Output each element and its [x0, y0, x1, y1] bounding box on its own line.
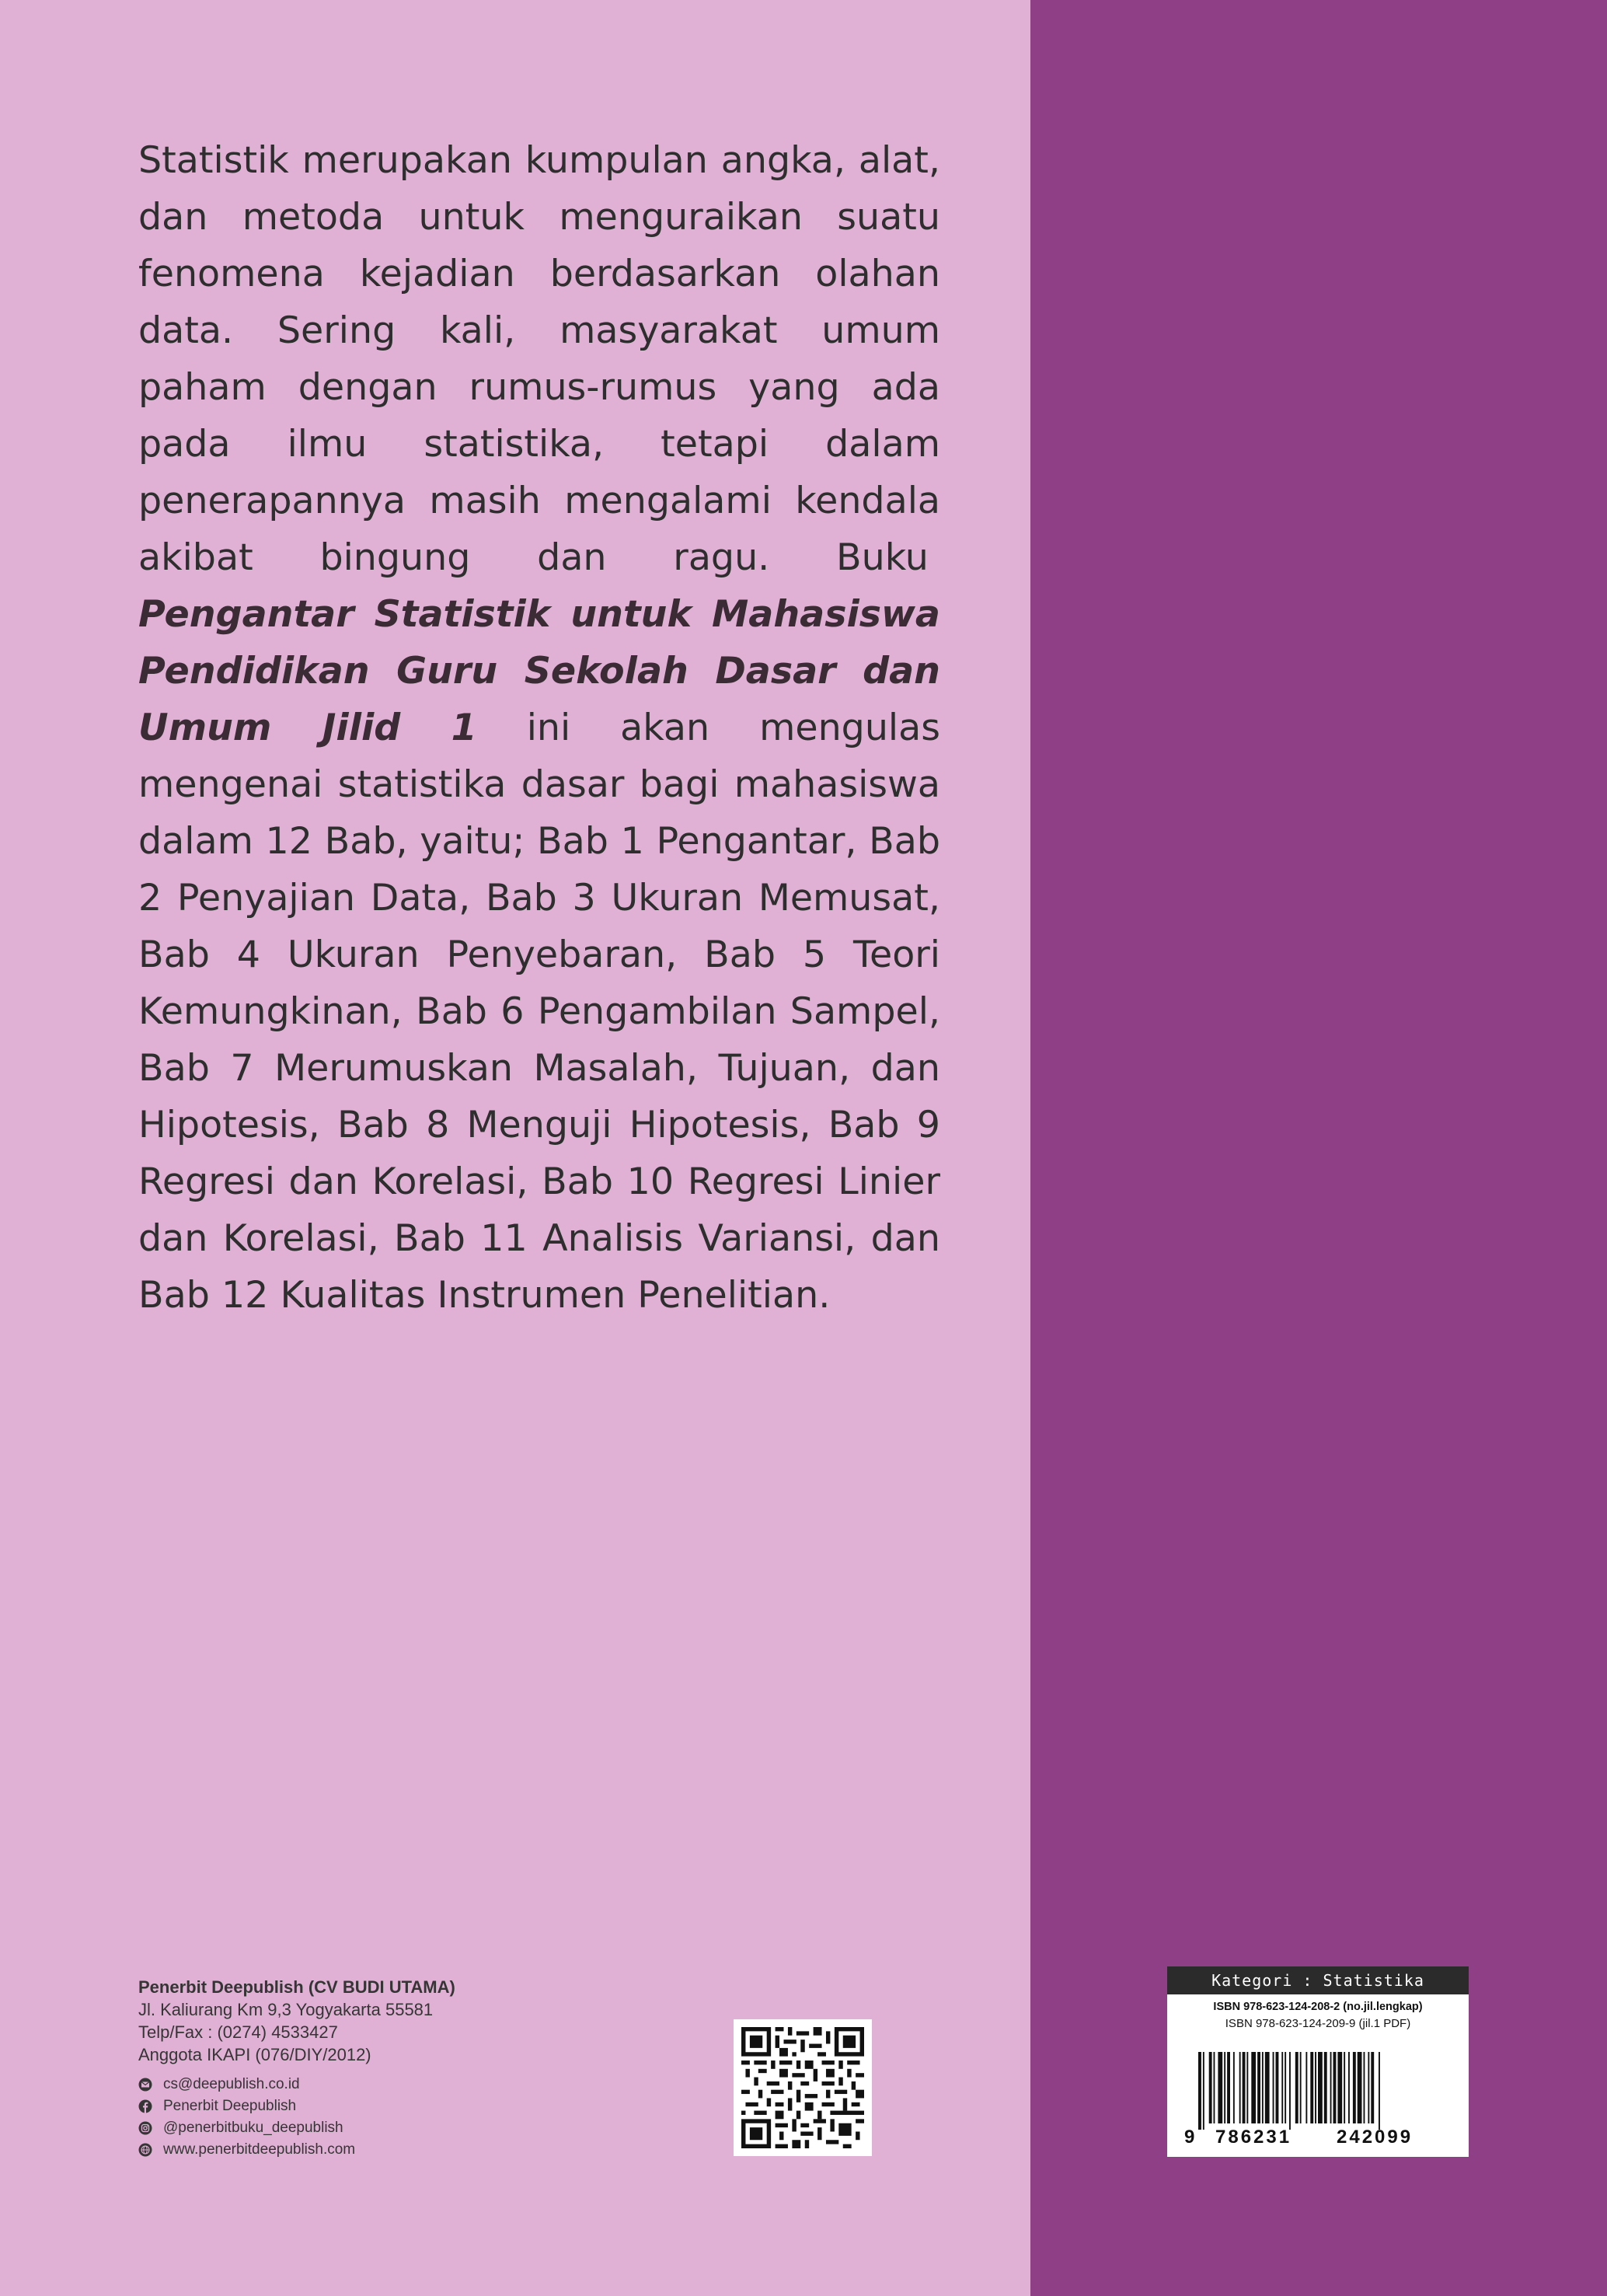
publisher-phone: Telp/Fax : (0274) 4533427 — [138, 2022, 338, 2042]
category-label: Kategori : Statistika — [1167, 1966, 1469, 1994]
barcode-bar — [1214, 2052, 1215, 2123]
barcode-digits-left: 786231 — [1215, 2127, 1292, 2148]
barcode-bar — [1262, 2052, 1264, 2123]
purple-spine-panel — [1030, 0, 1607, 2296]
isbn-barcode-box — [1167, 1966, 1469, 2157]
barcode — [1167, 2052, 1469, 2130]
barcode-digit-first: 9 — [1184, 2127, 1195, 2148]
barcode-bar — [1273, 2052, 1274, 2123]
barcode-bar — [1281, 2052, 1283, 2123]
barcode-bar — [1198, 2052, 1201, 2130]
barcode-bar — [1310, 2052, 1313, 2123]
instagram-icon — [138, 2121, 152, 2135]
barcode-bar — [1218, 2052, 1222, 2123]
barcode-bar — [1379, 2052, 1380, 2130]
barcode-digits-right: 242099 — [1337, 2127, 1414, 2148]
email-icon — [138, 2078, 152, 2092]
barcode-bar — [1305, 2052, 1307, 2123]
globe-icon — [138, 2143, 152, 2157]
barcode-bar — [1251, 2052, 1256, 2123]
contact-website — [138, 2139, 573, 2161]
barcode-bar — [1209, 2052, 1212, 2123]
barcode-bar — [1318, 2052, 1323, 2123]
contact-email — [138, 2074, 573, 2095]
barcode-bar — [1324, 2052, 1327, 2123]
barcode-bar — [1344, 2052, 1345, 2123]
barcode-bar — [1265, 2052, 1270, 2123]
contact-instagram-text: @penerbitbuku_deepublish — [163, 2120, 343, 2136]
barcode-bar — [1300, 2052, 1302, 2123]
barcode-bar — [1348, 2052, 1350, 2123]
facebook-icon — [138, 2099, 152, 2113]
barcode-bar — [1289, 2052, 1291, 2130]
barcode-bar — [1330, 2052, 1332, 2123]
contact-list — [138, 2074, 573, 2161]
barcode-bar — [1358, 2052, 1362, 2123]
barcode-bar — [1295, 2052, 1298, 2123]
blurb-outro: ini akan mengulas mengenai statistika dasar bagi mahasiswa dalam 12 Bab, yaitu; Bab 1 Pengantar, Bab 2 Penyajian Data, Bab 3 Ukuran Memusat, Bab 4 Ukuran Penyebaran, Bab 5 Teori Kemungkinan, Bab 6 Pengambilan Sampel, Bab 7 Merumuskan Masalah, Tujuan, dan Hipotesis, Bab 8 Menguji Hipotesis, Bab 9 Regresi dan Korelasi, Bab 10 Regresi Linier dan Korelasi, Bab 11 Analisis Variansi, dan Bab 12 Kualitas Instrumen Penelitian. — [138, 707, 940, 1317]
barcode-bar — [1285, 2052, 1286, 2123]
barcode-bar — [1353, 2052, 1356, 2123]
contact-facebook-text: Penerbit Deepublish — [163, 2098, 297, 2114]
barcode-bar — [1224, 2052, 1225, 2123]
book-title: Pengantar Statistik untuk Mahasiswa Pendidikan Guru Sekolah Dasar dan Umum Jilid 1 — [138, 593, 940, 749]
barcode-bar — [1239, 2052, 1241, 2123]
barcode-bar — [1276, 2052, 1279, 2123]
barcode-bar — [1368, 2052, 1369, 2123]
barcode-bar — [1257, 2052, 1260, 2123]
barcode-bar — [1364, 2052, 1365, 2123]
barcode-bar — [1333, 2052, 1337, 2123]
barcode-bar — [1203, 2052, 1204, 2130]
qr-code — [734, 2019, 872, 2156]
contact-facebook — [138, 2095, 573, 2117]
publisher-membership: Anggota IKAPI (076/DIY/2012) — [138, 2045, 371, 2064]
contact-instagram — [138, 2117, 573, 2139]
contact-email-text: cs@deepublish.co.id — [163, 2076, 300, 2092]
barcode-bar — [1337, 2052, 1342, 2123]
barcode-bar — [1233, 2052, 1235, 2123]
barcode-bar — [1371, 2052, 1374, 2123]
barcode-bar — [1315, 2052, 1316, 2123]
qr-code-pattern — [741, 2027, 864, 2148]
isbn-complete-set: ISBN 978-623-124-208-2 (no.jil.lengkap) — [1213, 2001, 1423, 2013]
publisher-name: Penerbit Deepublish (CV BUDI UTAMA) — [138, 1977, 455, 1997]
barcode-digits — [1167, 2127, 1469, 2151]
barcode-bar — [1227, 2052, 1230, 2123]
contact-website-text: www.penerbitdeepublish.com — [163, 2141, 356, 2158]
back-cover-blurb — [138, 132, 940, 1324]
barcode-bar — [1246, 2052, 1248, 2123]
blurb-intro: Statistik merupakan kumpulan angka, alat, dan metoda untuk menguraikan suatu fenomena kejadian berdasarkan olahan data. Sering kali, masyarakat umum paham dengan rumus-rumus yang ada pada ilmu statistika, tetapi dalam penerapannya masih mengalami kendala akibat bingung dan ragu. Buku — [138, 139, 940, 579]
publisher-address: Jl. Kaliurang Km 9,3 Yogyakarta 55581 — [138, 2000, 434, 2019]
isbn-volume: ISBN 978-623-124-209-9 (jil.1 PDF) — [1225, 2017, 1411, 2030]
barcode-bar — [1243, 2052, 1246, 2123]
publisher-info — [138, 1976, 573, 2161]
